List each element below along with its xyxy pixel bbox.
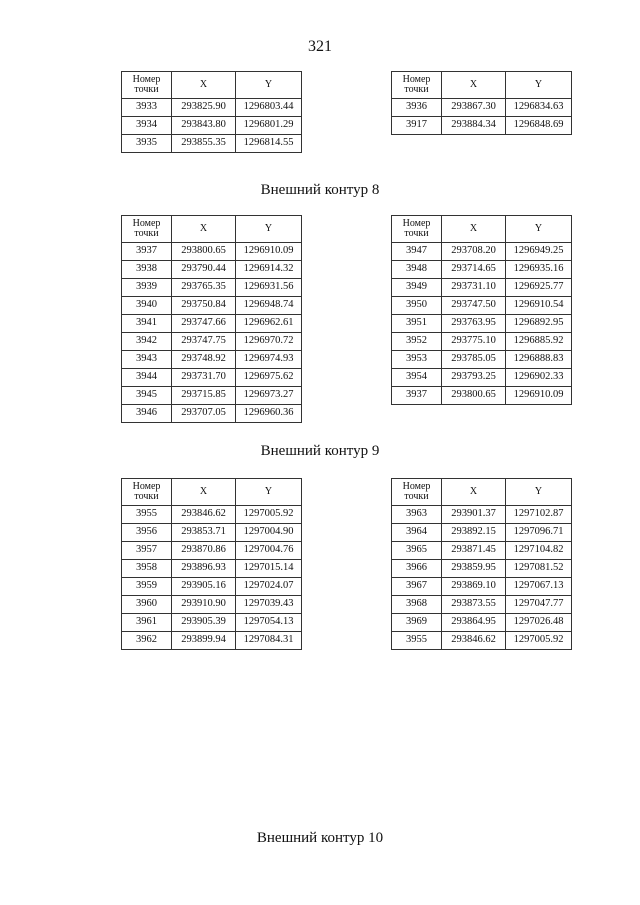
table-row	[122, 578, 302, 596]
point-number-cell: 3938	[122, 261, 172, 279]
point-number-cell: 3934	[122, 117, 172, 135]
x-coordinate-cell: 293708.20	[442, 243, 506, 261]
point-number-cell: 3962	[122, 632, 172, 650]
table-row	[392, 333, 572, 351]
table-row	[122, 99, 302, 117]
point-number-cell: 3961	[122, 614, 172, 632]
y-coordinate-cell: 1297096.71	[506, 524, 572, 542]
table-row	[392, 632, 572, 650]
x-coordinate-cell: 293905.39	[172, 614, 236, 632]
table-row	[122, 315, 302, 333]
x-coordinate-cell: 293825.90	[172, 99, 236, 117]
point-number-cell: 3949	[392, 279, 442, 297]
y-coordinate-cell: 1296834.63	[506, 99, 572, 117]
point-number-cell: 3951	[392, 315, 442, 333]
point-number-cell: 3935	[122, 135, 172, 153]
table-row	[122, 351, 302, 369]
table-row	[122, 261, 302, 279]
header-y: Y	[506, 479, 572, 506]
header-y: Y	[506, 72, 572, 99]
y-coordinate-cell: 1297047.77	[506, 596, 572, 614]
x-coordinate-cell: 293731.10	[442, 279, 506, 297]
point-number-cell: 3942	[122, 333, 172, 351]
point-number-cell: 3939	[122, 279, 172, 297]
y-coordinate-cell: 1296801.29	[236, 117, 302, 135]
table-header-row	[392, 216, 572, 243]
y-coordinate-cell: 1297054.13	[236, 614, 302, 632]
header-point-number: Номер точки	[392, 72, 442, 99]
table-row	[122, 117, 302, 135]
x-coordinate-cell: 293785.05	[442, 351, 506, 369]
y-coordinate-cell: 1296803.44	[236, 99, 302, 117]
y-coordinate-cell: 1296949.25	[506, 243, 572, 261]
x-coordinate-cell: 293859.95	[442, 560, 506, 578]
table-row	[392, 351, 572, 369]
y-coordinate-cell: 1297015.14	[236, 560, 302, 578]
y-coordinate-cell: 1296970.72	[236, 333, 302, 351]
table-row	[392, 369, 572, 387]
x-coordinate-cell: 293896.93	[172, 560, 236, 578]
point-number-cell: 3943	[122, 351, 172, 369]
y-coordinate-cell: 1297026.48	[506, 614, 572, 632]
table-row	[122, 387, 302, 405]
table-row	[392, 117, 572, 135]
y-coordinate-cell: 1296888.83	[506, 351, 572, 369]
table-header-row	[392, 479, 572, 506]
point-number-cell: 3937	[122, 243, 172, 261]
x-coordinate-cell: 293714.65	[442, 261, 506, 279]
point-number-cell: 3948	[392, 261, 442, 279]
y-coordinate-cell: 1296975.62	[236, 369, 302, 387]
point-number-cell: 3956	[122, 524, 172, 542]
table-row	[122, 369, 302, 387]
point-number-cell: 3933	[122, 99, 172, 117]
x-coordinate-cell: 293870.86	[172, 542, 236, 560]
table-row	[392, 506, 572, 524]
y-coordinate-cell: 1296925.77	[506, 279, 572, 297]
table-row	[392, 578, 572, 596]
x-coordinate-cell: 293905.16	[172, 578, 236, 596]
x-coordinate-cell: 293765.35	[172, 279, 236, 297]
coordinates-table	[391, 215, 572, 405]
x-coordinate-cell: 293884.34	[442, 117, 506, 135]
point-number-cell: 3968	[392, 596, 442, 614]
y-coordinate-cell: 1296948.74	[236, 297, 302, 315]
table-row	[122, 560, 302, 578]
table-row	[392, 614, 572, 632]
x-coordinate-cell: 293871.45	[442, 542, 506, 560]
y-coordinate-cell: 1296910.09	[236, 243, 302, 261]
header-y: Y	[236, 216, 302, 243]
x-coordinate-cell: 293747.66	[172, 315, 236, 333]
y-coordinate-cell: 1296892.95	[506, 315, 572, 333]
point-number-cell: 3967	[392, 578, 442, 596]
section-heading-contour-10: Внешний контур 10	[256, 830, 384, 846]
header-point-number: Номер точки	[122, 479, 172, 506]
header-x: X	[442, 479, 506, 506]
header-point-number: Номер точки	[392, 216, 442, 243]
table-row	[122, 135, 302, 153]
y-coordinate-cell: 1296914.32	[236, 261, 302, 279]
point-number-cell: 3936	[392, 99, 442, 117]
table-row	[392, 542, 572, 560]
table-row	[122, 297, 302, 315]
x-coordinate-cell: 293750.84	[172, 297, 236, 315]
table-row	[392, 524, 572, 542]
coordinates-table	[121, 71, 302, 153]
x-coordinate-cell: 293901.37	[442, 506, 506, 524]
x-coordinate-cell: 293715.85	[172, 387, 236, 405]
table-header-row	[392, 72, 572, 99]
x-coordinate-cell: 293873.55	[442, 596, 506, 614]
point-number-cell: 3965	[392, 542, 442, 560]
table-row	[392, 99, 572, 117]
header-y: Y	[236, 479, 302, 506]
point-number-cell: 3960	[122, 596, 172, 614]
x-coordinate-cell: 293793.25	[442, 369, 506, 387]
section-heading-contour-8: Внешний контур 8	[260, 182, 380, 198]
y-coordinate-cell: 1297084.31	[236, 632, 302, 650]
header-point-number: Номер точки	[392, 479, 442, 506]
x-coordinate-cell: 293910.90	[172, 596, 236, 614]
y-coordinate-cell: 1297005.92	[236, 506, 302, 524]
table-row	[122, 405, 302, 423]
y-coordinate-cell: 1296960.36	[236, 405, 302, 423]
x-coordinate-cell: 293747.50	[442, 297, 506, 315]
x-coordinate-cell: 293843.80	[172, 117, 236, 135]
point-number-cell: 3955	[122, 506, 172, 524]
point-number-cell: 3958	[122, 560, 172, 578]
x-coordinate-cell: 293869.10	[442, 578, 506, 596]
point-number-cell: 3963	[392, 506, 442, 524]
table-row	[392, 315, 572, 333]
header-y: Y	[506, 216, 572, 243]
header-x: X	[442, 72, 506, 99]
header-x: X	[442, 216, 506, 243]
y-coordinate-cell: 1297039.43	[236, 596, 302, 614]
table-header-row	[122, 479, 302, 506]
point-number-cell: 3937	[392, 387, 442, 405]
x-coordinate-cell: 293855.35	[172, 135, 236, 153]
header-x: X	[172, 72, 236, 99]
point-number-cell: 3944	[122, 369, 172, 387]
x-coordinate-cell: 293864.95	[442, 614, 506, 632]
y-coordinate-cell: 1296885.92	[506, 333, 572, 351]
page-number: 321	[308, 38, 332, 55]
header-point-number: Номер точки	[122, 72, 172, 99]
header-y: Y	[236, 72, 302, 99]
header-point-number: Номер точки	[122, 216, 172, 243]
point-number-cell: 3959	[122, 578, 172, 596]
x-coordinate-cell: 293707.05	[172, 405, 236, 423]
point-number-cell: 3946	[122, 405, 172, 423]
x-coordinate-cell: 293892.15	[442, 524, 506, 542]
y-coordinate-cell: 1297067.13	[506, 578, 572, 596]
y-coordinate-cell: 1297005.92	[506, 632, 572, 650]
x-coordinate-cell: 293800.65	[172, 243, 236, 261]
y-coordinate-cell: 1296973.27	[236, 387, 302, 405]
x-coordinate-cell: 293748.92	[172, 351, 236, 369]
x-coordinate-cell: 293867.30	[442, 99, 506, 117]
x-coordinate-cell: 293899.94	[172, 632, 236, 650]
point-number-cell: 3947	[392, 243, 442, 261]
table-header-row	[122, 72, 302, 99]
header-x: X	[172, 479, 236, 506]
coordinates-table	[391, 71, 572, 135]
x-coordinate-cell: 293853.71	[172, 524, 236, 542]
point-number-cell: 3945	[122, 387, 172, 405]
table-row	[392, 596, 572, 614]
point-number-cell: 3955	[392, 632, 442, 650]
y-coordinate-cell: 1296910.09	[506, 387, 572, 405]
y-coordinate-cell: 1297004.90	[236, 524, 302, 542]
y-coordinate-cell: 1296974.93	[236, 351, 302, 369]
y-coordinate-cell: 1296848.69	[506, 117, 572, 135]
x-coordinate-cell: 293731.70	[172, 369, 236, 387]
point-number-cell: 3953	[392, 351, 442, 369]
table-row	[122, 542, 302, 560]
y-coordinate-cell: 1297024.07	[236, 578, 302, 596]
x-coordinate-cell: 293747.75	[172, 333, 236, 351]
y-coordinate-cell: 1296902.33	[506, 369, 572, 387]
table-row	[392, 261, 572, 279]
y-coordinate-cell: 1296910.54	[506, 297, 572, 315]
coordinates-table	[121, 478, 302, 650]
table-row	[122, 614, 302, 632]
table-row	[122, 333, 302, 351]
point-number-cell: 3941	[122, 315, 172, 333]
table-row	[392, 243, 572, 261]
point-number-cell: 3966	[392, 560, 442, 578]
section-heading-contour-9: Внешний контур 9	[260, 443, 380, 459]
table-row	[392, 560, 572, 578]
point-number-cell: 3964	[392, 524, 442, 542]
x-coordinate-cell: 293775.10	[442, 333, 506, 351]
table-row	[392, 297, 572, 315]
header-x: X	[172, 216, 236, 243]
table-row	[122, 632, 302, 650]
x-coordinate-cell: 293846.62	[442, 632, 506, 650]
table-header-row	[122, 216, 302, 243]
point-number-cell: 3969	[392, 614, 442, 632]
coordinates-table	[391, 478, 572, 650]
y-coordinate-cell: 1297081.52	[506, 560, 572, 578]
table-row	[122, 596, 302, 614]
point-number-cell: 3950	[392, 297, 442, 315]
x-coordinate-cell: 293800.65	[442, 387, 506, 405]
y-coordinate-cell: 1296814.55	[236, 135, 302, 153]
y-coordinate-cell: 1296931.56	[236, 279, 302, 297]
table-row	[122, 243, 302, 261]
y-coordinate-cell: 1296935.16	[506, 261, 572, 279]
table-row	[122, 524, 302, 542]
table-row	[122, 279, 302, 297]
coordinates-table	[121, 215, 302, 423]
y-coordinate-cell: 1297102.87	[506, 506, 572, 524]
point-number-cell: 3957	[122, 542, 172, 560]
y-coordinate-cell: 1296962.61	[236, 315, 302, 333]
table-row	[122, 506, 302, 524]
point-number-cell: 3954	[392, 369, 442, 387]
point-number-cell: 3917	[392, 117, 442, 135]
table-row	[392, 279, 572, 297]
x-coordinate-cell: 293763.95	[442, 315, 506, 333]
y-coordinate-cell: 1297104.82	[506, 542, 572, 560]
x-coordinate-cell: 293790.44	[172, 261, 236, 279]
x-coordinate-cell: 293846.62	[172, 506, 236, 524]
y-coordinate-cell: 1297004.76	[236, 542, 302, 560]
point-number-cell: 3940	[122, 297, 172, 315]
point-number-cell: 3952	[392, 333, 442, 351]
table-row	[392, 387, 572, 405]
